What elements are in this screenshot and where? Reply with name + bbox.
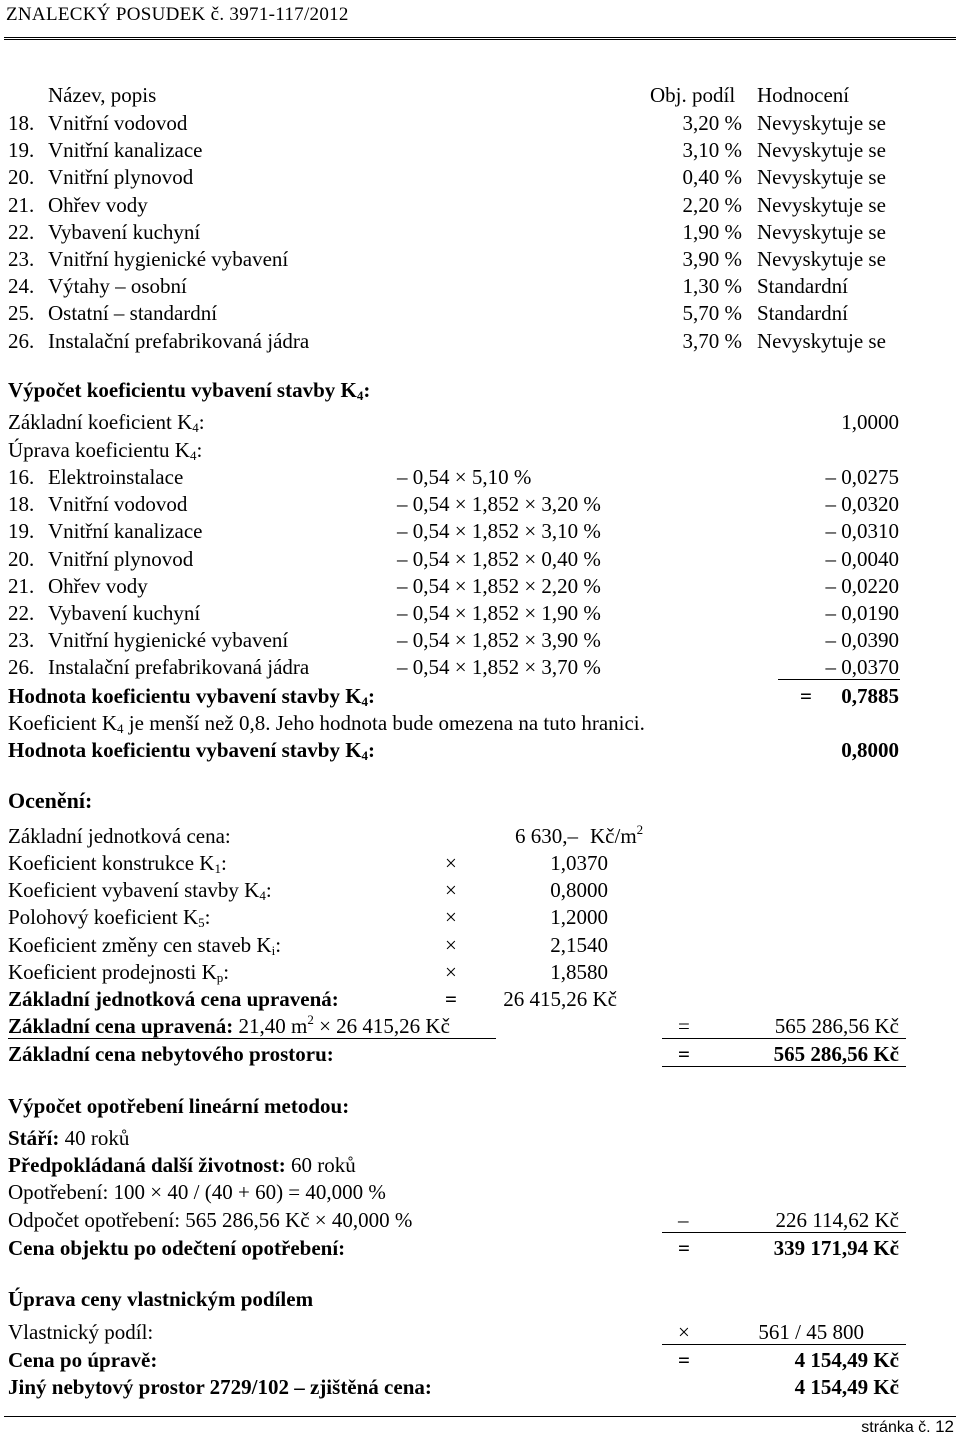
table-row-name: Vnitřní hygienické vybavení — [48, 247, 289, 271]
adjusted-owner-price-value: 4 154,49 Kč — [794, 1348, 899, 1372]
table-row-number: 25. — [8, 301, 35, 326]
k4-total-label: Hodnota koeficientu vybavení stavby $K_4$: — [8, 684, 376, 709]
coefficient-label: Polohový koeficient $K_5$: — [8, 905, 211, 931]
table-row-name: Ohřev vody — [48, 192, 148, 217]
table-row-share: 5,70 % — [682, 301, 742, 326]
ownership-heading: Úprava ceny vlastnickým podílem — [8, 1287, 314, 1311]
table-row-number: 20. — [8, 165, 35, 190]
deduct-label: Odpočet opotřebení: 565 286,56 Kč × 40,000 % — [8, 1208, 413, 1232]
k4-row-number: 21. — [8, 573, 35, 598]
life-line: Předpokládaná další životnost: 60 roků — [8, 1153, 356, 1177]
table-row-share: 1,90 % — [682, 219, 742, 244]
coefficient-label: Koeficient vybavení stavby $K_4$: — [8, 878, 272, 904]
k4-row-number: 20. — [8, 546, 35, 571]
table-row-name: Ostatní – standardní — [48, 301, 218, 326]
k4-row-name: Vnitřní hygienické vybavení — [48, 628, 289, 653]
after-depreciation-value: 339 171,94 Kč — [773, 1236, 899, 1260]
after-depreciation-eq: = — [678, 1236, 690, 1260]
ownership-share-underline — [662, 1344, 906, 1345]
k4-row-value: – 0,0390 — [825, 628, 899, 653]
document-header-title: ZNALECKÝ POSUDEK č. 3971-117/2012 — [6, 4, 349, 25]
coefficient-op: × — [445, 851, 457, 875]
table-row-name: Vnitřní plynovod — [48, 165, 194, 190]
k4-row-number: 19. — [8, 519, 35, 544]
coefficient-op: × — [445, 959, 457, 984]
table-row-rating: Nevyskytuje se — [757, 192, 886, 217]
k4-heading: Výpočet koeficientu vybavení stavby $K_4$: — [8, 378, 371, 403]
k4-row-formula: – 0,54 × 1,852 × 2,20 % — [397, 573, 601, 598]
k4-row-formula: – 0,54 × 5,10 % — [397, 465, 532, 489]
table-row-share: 2,20 % — [682, 192, 742, 217]
table-row-number: 22. — [8, 219, 35, 244]
k4-row-name: Vnitřní plynovod — [48, 546, 194, 571]
k4-row-number: 16. — [8, 465, 35, 489]
coefficient-op: × — [445, 932, 457, 957]
base-price-unit: $Kč/m^2$ — [590, 822, 644, 848]
page-label: stránka č. — [861, 1419, 931, 1436]
k4-row-value: – 0,0220 — [825, 573, 899, 598]
page-number: 12 — [935, 1417, 954, 1436]
base-price-value: 6 630,– — [515, 824, 578, 848]
footer-rule — [4, 1416, 956, 1417]
table-row-name: Instalační prefabrikovaná jádra — [48, 328, 310, 353]
table-row-share: 0,40 % — [682, 165, 742, 190]
table-row-share: 3,70 % — [682, 328, 742, 353]
final-price-label: Jiný nebytový prostor 2729/102 – zjištěná cena: — [8, 1375, 432, 1399]
k4-row-value: – 0,0320 — [825, 492, 899, 517]
k4-row-formula: – 0,54 × 1,852 × 3,90 % — [397, 628, 601, 653]
k4-row-number: 26. — [8, 655, 35, 680]
k4-final-label: Hodnota koeficientu vybavení stavby $K_4$: — [8, 738, 376, 763]
coefficient-op: × — [445, 905, 457, 930]
age-line: Stáří: 40 roků — [8, 1126, 130, 1150]
coefficient-label: Koeficient změny cen staveb $K_i$: — [8, 932, 282, 958]
nonres-price-label: Základní cena nebytového prostoru: — [8, 1042, 334, 1066]
k4-row-name: Vnitřní kanalizace — [48, 519, 203, 544]
table-row-share: 1,30 % — [682, 274, 742, 299]
base-adjusted-eq: = — [678, 1014, 690, 1038]
base-adjusted-underline — [8, 1038, 496, 1039]
base-adjusted-value-underline — [662, 1038, 906, 1039]
k4-row-number: 23. — [8, 628, 35, 653]
table-row-rating: Nevyskytuje se — [757, 111, 886, 135]
k4-row-value: – 0,0310 — [825, 519, 899, 544]
depreciation-heading: Výpočet opotřebení lineární metodou: — [8, 1094, 350, 1118]
coefficient-value: 0,8000 — [550, 878, 608, 903]
k4-row-formula: – 0,54 × 1,852 × 0,40 % — [397, 546, 601, 571]
k4-row-number: 22. — [8, 601, 35, 625]
nonres-price-value: 565 286,56 Kč — [773, 1042, 899, 1066]
base-price-label: Základní jednotková cena: — [8, 824, 231, 848]
k4-row-value: – 0,0370 — [825, 655, 899, 680]
k4-row-number: 18. — [8, 492, 35, 517]
ownership-share-value: 561 / 45 800 — [758, 1320, 864, 1344]
k4-total-eq: = — [800, 684, 812, 708]
adjusted-owner-price-label: Cena po úpravě: — [8, 1348, 158, 1372]
k4-note: Koeficient $K_4$ je menší než 0,8. Jeho hodnota bude omezena na tuto hranici. — [8, 711, 645, 736]
ownership-share-label: Vlastnický podíl: — [8, 1320, 154, 1344]
k4-adjust-label: Úprava koeficientu $K_4$: — [8, 438, 203, 463]
deduct-op: – — [678, 1208, 689, 1232]
table-row-number: 21. — [8, 192, 35, 217]
k4-row-name: Vybavení kuchyní — [48, 601, 201, 625]
k4-row-name: Elektroinstalace — [48, 465, 184, 489]
table-row-number: 18. — [8, 111, 35, 135]
k4-sum-underline — [778, 679, 900, 680]
nonres-price-eq: = — [678, 1042, 690, 1066]
table-row-rating: Nevyskytuje se — [757, 247, 886, 271]
nonres-price-underline — [662, 1066, 906, 1067]
col-header-name: Název, popis — [48, 83, 157, 107]
k4-base-value: 1,0000 — [841, 410, 899, 434]
coefficient-op: × — [445, 878, 457, 903]
k4-row-name: Vnitřní vodovod — [48, 492, 188, 517]
coefficient-value: 1,8580 — [550, 959, 608, 984]
table-row-name: Vnitřní kanalizace — [48, 138, 203, 163]
table-row-share: 3,20 % — [682, 111, 742, 135]
k4-final-value: 0,8000 — [841, 738, 899, 762]
base-adjusted-line: Základní cena upravená: 21,40 $m^2 \times 26$ 415,26 Kč — [8, 1012, 450, 1038]
table-row-rating: Standardní — [757, 274, 848, 299]
table-row-rating: Nevyskytuje se — [757, 138, 886, 163]
k4-total-value: 0,7885 — [841, 684, 899, 708]
adjusted-owner-price-eq: = — [678, 1348, 690, 1372]
col-header-share: Obj. podíl — [650, 83, 736, 107]
k4-row-name: Ohřev vody — [48, 573, 148, 598]
final-price-value: 4 154,49 Kč — [794, 1375, 899, 1399]
adjusted-price-label: Základní jednotková cena upravená: — [8, 987, 339, 1011]
k4-row-formula: – 0,54 × 1,852 × 1,90 % — [397, 601, 601, 625]
coefficient-label: Koeficient konstrukce $K_1$: — [8, 851, 227, 876]
adjusted-price-value: 26 415,26 Kč — [503, 987, 617, 1011]
table-row-name: Vybavení kuchyní — [48, 219, 201, 244]
coefficient-value: 1,2000 — [550, 905, 608, 930]
k4-row-formula: – 0,54 × 1,852 × 3,70 % — [397, 655, 601, 680]
table-row-share: 3,10 % — [682, 138, 742, 163]
header-rule — [4, 37, 956, 40]
k4-row-formula: – 0,54 × 1,852 × 3,20 % — [397, 492, 601, 517]
ownership-share-op: × — [678, 1320, 690, 1344]
table-row-rating: Standardní — [757, 301, 848, 326]
k4-row-value: – 0,0040 — [825, 546, 899, 571]
table-row-number: 23. — [8, 247, 35, 271]
table-row-name: Vnitřní vodovod — [48, 111, 188, 135]
k4-row-value: – 0,0190 — [825, 601, 899, 625]
base-adjusted-value: 565 286,56 Kč — [774, 1014, 899, 1038]
k4-row-value: – 0,0275 — [825, 465, 899, 489]
table-row-share: 3,90 % — [682, 247, 742, 271]
valuation-heading: Ocenění: — [8, 788, 93, 813]
k4-row-formula: – 0,54 × 1,852 × 3,10 % — [397, 519, 601, 544]
after-depreciation-label: Cena objektu po odečtení opotřebení: — [8, 1236, 346, 1260]
coefficient-value: 2,1540 — [550, 932, 608, 957]
k4-base-label: Základní koeficient $K_4$: — [8, 410, 205, 435]
col-header-rating: Hodnocení — [757, 83, 850, 107]
page-footer — [861, 1418, 954, 1436]
table-row-rating: Nevyskytuje se — [757, 328, 886, 353]
adjusted-price-eq: = — [445, 987, 457, 1011]
table-row-number: 26. — [8, 328, 35, 353]
table-row-rating: Nevyskytuje se — [757, 165, 886, 190]
deduct-underline — [662, 1232, 906, 1233]
wear-line: Opotřebení: 100 × 40 / (40 + 60) = 40,000 % — [8, 1180, 386, 1204]
table-row-rating: Nevyskytuje se — [757, 219, 886, 244]
table-row-number: 19. — [8, 138, 35, 163]
table-row-name: Výtahy – osobní — [48, 274, 187, 299]
coefficient-label: Koeficient prodejnosti $K_p$: — [8, 959, 230, 985]
k4-row-name: Instalační prefabrikovaná jádra — [48, 655, 310, 680]
coefficient-value: 1,0370 — [550, 851, 608, 875]
deduct-value: 226 114,62 Kč — [775, 1208, 899, 1232]
table-row-number: 24. — [8, 274, 35, 299]
